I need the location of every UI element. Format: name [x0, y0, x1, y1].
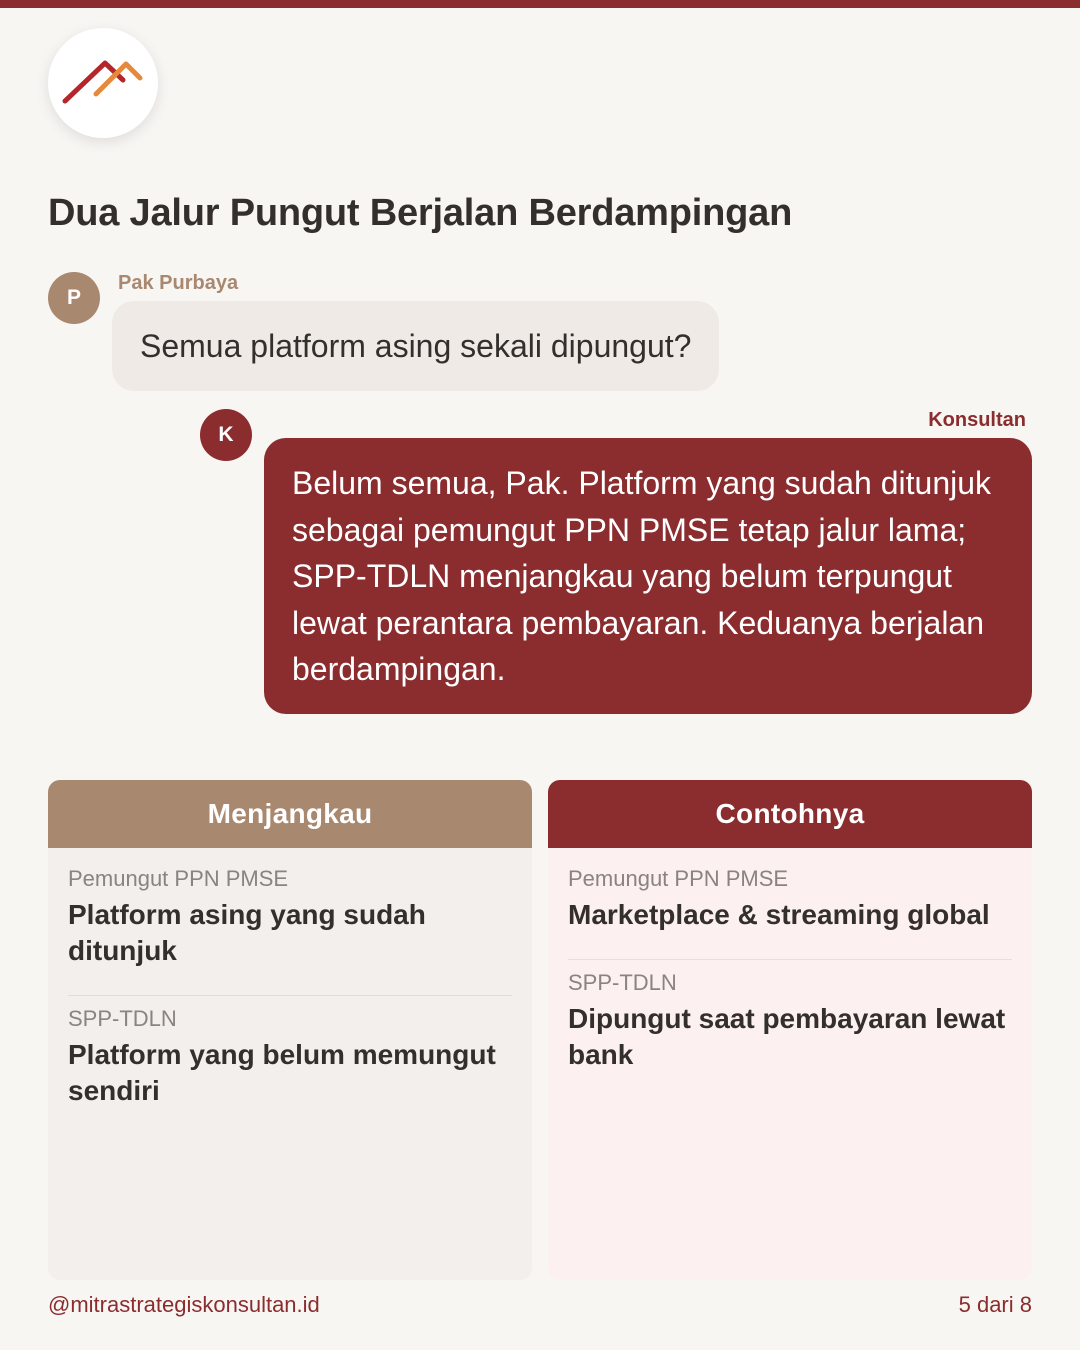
card-header: Menjangkau — [48, 780, 532, 848]
page-indicator: 5 dari 8 — [958, 1292, 1032, 1317]
entry-label: SPP-TDLN — [568, 970, 677, 995]
user-message-text: Semua platform asing sekali dipungut? — [140, 327, 692, 364]
entry-label: SPP-TDLN — [68, 1006, 177, 1031]
top-accent-bar — [0, 0, 1080, 8]
mountain-peaks-icon — [48, 28, 158, 138]
card-body — [48, 848, 532, 1109]
divider — [568, 959, 1012, 960]
consultant-message-text: Belum semua, Pak. Platform yang sudah ditunjuk sebagai pemungut PPN PMSE tetap jalur lama; SPP-TDLN menjangkau yang belum terpungut lewat perantara pembayaran. Keduanya berjalan berdampingan. — [292, 465, 992, 687]
user-sender-name: Pak Purbaya — [118, 272, 239, 294]
consultant-message-bubble — [264, 438, 1032, 714]
entry-value: Platform yang belum memungut sendiri — [68, 1039, 496, 1106]
card-entry — [68, 1006, 512, 1109]
card-body — [548, 848, 1032, 1073]
footer-handle: @mitrastrategiskonsultan.id — [48, 1292, 320, 1317]
divider — [68, 995, 512, 996]
page-title: Dua Jalur Pungut Berjalan Berdampingan — [48, 192, 793, 234]
entry-value: Platform asing yang sudah ditunjuk — [68, 899, 426, 966]
card-header: Contohnya — [548, 780, 1032, 848]
brand-logo — [48, 28, 158, 138]
card-entry — [568, 970, 1012, 1073]
entry-label: Pemungut PPN PMSE — [568, 866, 789, 891]
consultant-avatar: K — [200, 409, 252, 461]
entry-value: Dipungut saat pembayaran lewat bank — [568, 1003, 1006, 1070]
entry-value: Marketplace & streaming global — [568, 899, 990, 930]
card-entry — [68, 866, 512, 969]
user-avatar: P — [48, 272, 100, 324]
card-contohnya — [548, 780, 1032, 1280]
card-entry — [568, 866, 1012, 933]
consultant-sender-name: Konsultan — [928, 409, 1026, 431]
user-message-bubble — [112, 301, 719, 391]
card-menjangkau — [48, 780, 532, 1280]
entry-label: Pemungut PPN PMSE — [68, 866, 289, 891]
